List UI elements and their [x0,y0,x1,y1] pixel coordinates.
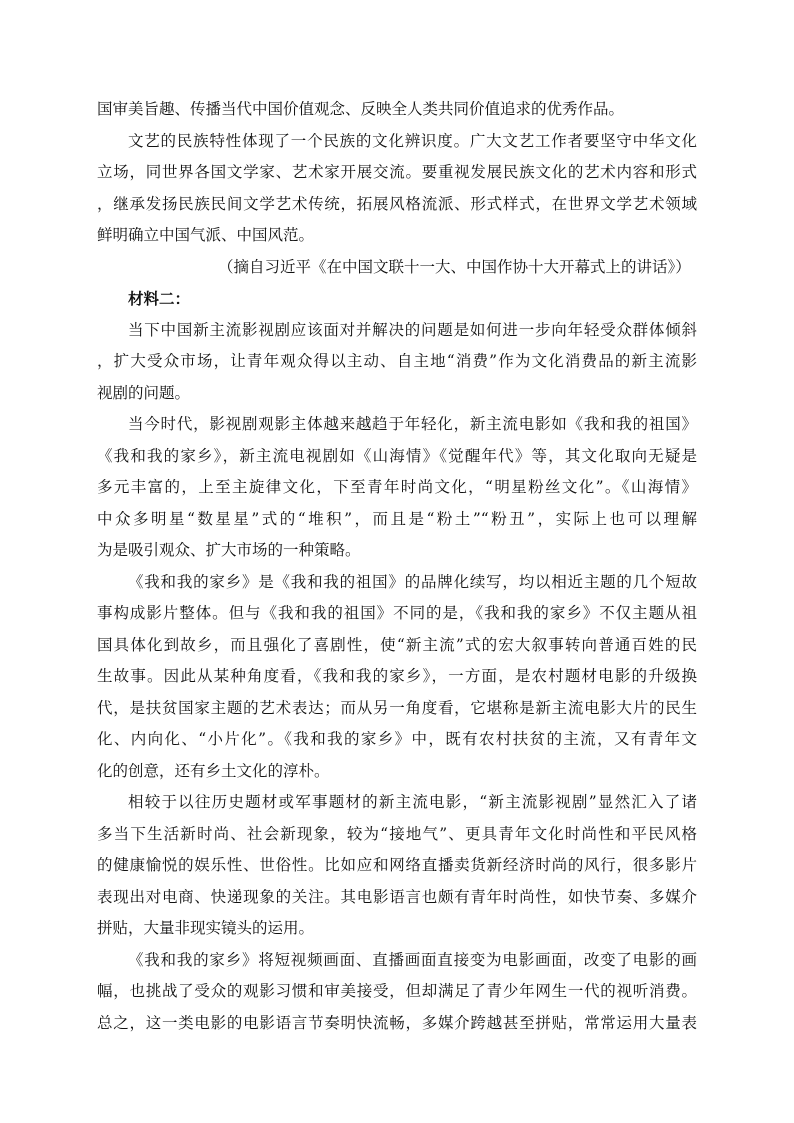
text-line: 当下中国新主流影视剧应该面对并解决的问题是如何进一步向年轻受众群体倾斜 [128,320,697,339]
text-line: ，扩大受众市场，让青年观众得以主动、自主地“消费”作为文化消费品的新主流影 [97,352,697,370]
text-line: 《我和我的家乡》，新主流电视剧如《山海情》《觉醒年代》等，其文化取向无疑是 [97,446,697,465]
text-line: 鲜明确立中国气派、中国风范。 [97,226,315,244]
text-line: 中众多明星“数星星”式的“堆积”，而且是“粉土”“粉丑”，实际上也可以理解 [97,509,697,528]
text-line: 总之，这一类电影的电影语言节奏明快流畅，多媒介跨越甚至拼贴，常常运用大量表 [97,1013,697,1032]
text-line: 拼贴，大量非现实镜头的运用。 [97,919,315,937]
text-line: 视剧的问题。 [97,383,191,402]
text-line: 相较于以往历史题材或军事题材的新主流电影，“新主流影视剧”显然汇入了诸 [128,793,697,811]
text-line: 《我和我的家乡》将短视频画面、直播画面直接变为电影画面，改变了电影的画 [128,950,697,969]
text-line: 事构成影片整体。但与《我和我的祖国》不同的是，《我和我的家乡》不仅主题从祖 [97,604,697,622]
text-line: 多当下生活新时尚、社会新现象，较为“接地气”、更具青年文化时尚性和平民风格 [97,824,697,843]
text-line: 化的创意，还有乡土文化的淳朴。 [97,761,330,780]
source-citation: （摘自习近平《在中国文联十一大、中国作协十大开幕式上的讲话》） [218,257,691,276]
text-line: 幅，也挑战了受众的观影习惯和审美接受，但却满足了青少年网生一代的视听消费。 [97,982,697,1000]
text-line: 化、内向化、“小片化”。《我和我的家乡》中，既有农村扶贫的主流，又有青年文 [97,730,697,748]
section-heading: 材料二： [128,289,191,308]
text-line: 文艺的民族特性体现了一个民族的文化辨识度。广大文艺工作者要坚守中华文化 [128,131,697,150]
text-line: 表现出对电商、快递现象的关注。其电影语言也颇有青年时尚性，如快节奏、多媒介 [97,887,697,906]
text-line: 国审美旨趣、传播当代中国价值观念、反映全人类共同价值追求的优秀作品。 [97,100,625,118]
text-line: 生故事。因此从某种角度看，《我和我的家乡》，一方面，是农村题材电影的升级换 [97,667,697,685]
text-line: 为是吸引观众、扩大市场的一种策略。 [97,541,361,559]
text-line: 《我和我的家乡》是《我和我的祖国》的品牌化续写，均以相近主题的几个短故 [128,572,697,591]
document-page [97,94,697,1039]
text-line: 立场，同世界各国文学家、艺术家开展交流。要重视发展民族文化的艺术内容和形式 [97,163,697,181]
text-line: ，继承发扬民族民间文学艺术传统，拓展风格流派、形式样式，在世界文学艺术领域 [97,194,697,213]
text-line: 代，是扶贫国家主题的艺术表达；而从另一角度看，它堪称是新主流电影大片的民生 [97,698,697,717]
text-line: 当今时代，影视剧观影主体越来越趋于年轻化，新主流电影如《我和我的祖国》 [128,415,697,433]
text-line: 多元丰富的，上至主旋律文化，下至青年时尚文化，“明星粉丝文化”。《山海情》 [97,478,697,496]
text-line: 国具体化到故乡，而且强化了喜剧性，使“新主流”式的宏大叙事转向普通百姓的民 [97,635,697,654]
text-line: 的健康愉悦的娱乐性、世俗性。比如应和网络直播卖货新经济时尚的风行，很多影片 [97,856,697,874]
